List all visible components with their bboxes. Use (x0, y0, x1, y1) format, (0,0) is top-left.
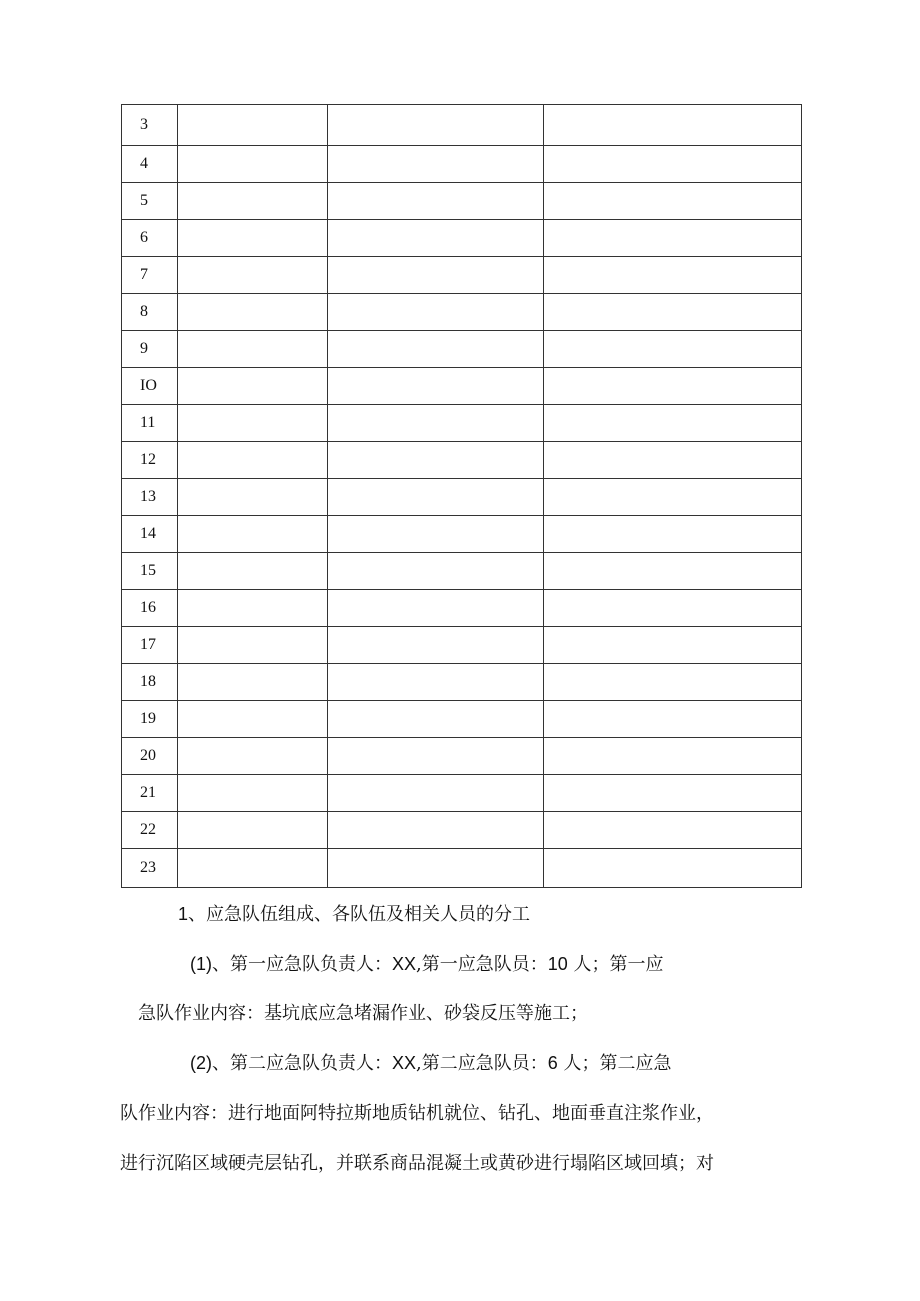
table-row (122, 553, 802, 590)
empty-cell (544, 368, 802, 405)
empty-cell (178, 368, 328, 405)
team1-paragraph-line1 (190, 952, 664, 977)
team2-text-c: 人；第二应急 (557, 1053, 672, 1074)
empty-cell (544, 220, 802, 257)
empty-cell (544, 442, 802, 479)
row-number-cell: 23 (122, 849, 178, 888)
empty-cell (178, 849, 328, 888)
empty-cell (544, 294, 802, 331)
table-row (122, 183, 802, 220)
row-number-cell: 19 (122, 701, 178, 738)
team1-text-c: 人；第一应 (567, 954, 664, 975)
team1-paragraph-line2: 急队作业内容：基坑底应急堵漏作业、砂袋反压等施工； (138, 1003, 588, 1024)
empty-cell (178, 701, 328, 738)
team2-paragraph-line1 (190, 1051, 672, 1076)
empty-cell (328, 146, 544, 183)
empty-cell (178, 664, 328, 701)
empty-cell (328, 516, 544, 553)
empty-cell (328, 405, 544, 442)
empty-cell (178, 105, 328, 146)
team2-text-b: ,第二应急队员： (416, 1053, 548, 1074)
table-row (122, 294, 802, 331)
empty-cell (544, 664, 802, 701)
table-row (122, 516, 802, 553)
row-number-cell: 7 (122, 257, 178, 294)
empty-cell (178, 738, 328, 775)
table-row (122, 775, 802, 812)
table-row (122, 701, 802, 738)
empty-cell (328, 331, 544, 368)
row-number-cell: 20 (122, 738, 178, 775)
team2-paragraph-line2: 队作业内容：进行地面阿特拉斯地质钻机就位、钻孔、地面垂直注浆作业， (120, 1103, 714, 1124)
empty-cell (328, 590, 544, 627)
empty-cell (178, 294, 328, 331)
row-number-cell: 15 (122, 553, 178, 590)
row-number-cell: 4 (122, 146, 178, 183)
empty-cell (178, 590, 328, 627)
team1-member-count: 10 (547, 954, 568, 974)
row-number-cell: 16 (122, 590, 178, 627)
empty-cell (178, 516, 328, 553)
row-number-cell: IO (122, 368, 178, 405)
empty-cell (178, 146, 328, 183)
row-number-cell: 17 (122, 627, 178, 664)
section-heading (178, 902, 530, 927)
empty-cell (178, 257, 328, 294)
table-row (122, 257, 802, 294)
team2-index: (2) (190, 1053, 212, 1073)
empty-cell (328, 701, 544, 738)
team1-text-b: ,第一应急队员： (416, 954, 548, 975)
row-number-cell: 18 (122, 664, 178, 701)
row-number-cell: 9 (122, 331, 178, 368)
empty-cell (544, 479, 802, 516)
empty-cell (544, 257, 802, 294)
empty-cell (328, 849, 544, 888)
empty-cell (328, 368, 544, 405)
empty-cell (328, 627, 544, 664)
team2-text-a: 、第二应急队负责人： (212, 1053, 392, 1074)
row-number-cell: 3 (122, 105, 178, 146)
empty-cell (544, 812, 802, 849)
empty-cell (178, 553, 328, 590)
personnel-table-body (122, 105, 802, 888)
team2-member-count: 6 (547, 1053, 558, 1073)
empty-cell (178, 405, 328, 442)
table-row (122, 442, 802, 479)
row-number-cell: 5 (122, 183, 178, 220)
empty-cell (328, 257, 544, 294)
empty-cell (178, 775, 328, 812)
section-heading-text: 、应急队伍组成、各队伍及相关人员的分工 (188, 904, 531, 925)
empty-cell (178, 331, 328, 368)
empty-cell (544, 516, 802, 553)
personnel-table (121, 104, 802, 888)
empty-cell (328, 738, 544, 775)
table-row (122, 479, 802, 516)
row-number-cell: 8 (122, 294, 178, 331)
team1-text-a: 、第一应急队负责人： (212, 954, 392, 975)
empty-cell (544, 105, 802, 146)
table-row (122, 331, 802, 368)
empty-cell (544, 146, 802, 183)
table-row (122, 405, 802, 442)
empty-cell (178, 627, 328, 664)
empty-cell (328, 294, 544, 331)
table-row (122, 738, 802, 775)
empty-cell (328, 553, 544, 590)
table-row (122, 146, 802, 183)
empty-cell (178, 812, 328, 849)
empty-cell (178, 479, 328, 516)
table-row (122, 664, 802, 701)
empty-cell (544, 405, 802, 442)
table-row (122, 220, 802, 257)
empty-cell (178, 183, 328, 220)
row-number-cell: 6 (122, 220, 178, 257)
empty-cell (328, 479, 544, 516)
team2-paragraph-line3: 进行沉陷区域硬壳层钻孔，并联系商品混凝土或黄砂进行塌陷区域回填；对 (120, 1153, 714, 1174)
table-row (122, 368, 802, 405)
empty-cell (544, 183, 802, 220)
team1-leader-name: XX (392, 954, 417, 974)
empty-cell (328, 812, 544, 849)
empty-cell (178, 442, 328, 479)
empty-cell (328, 183, 544, 220)
empty-cell (544, 590, 802, 627)
empty-cell (544, 627, 802, 664)
table-row (122, 849, 802, 888)
empty-cell (328, 442, 544, 479)
team2-leader-name: XX (392, 1053, 417, 1073)
row-number-cell: 13 (122, 479, 178, 516)
row-number-cell: 11 (122, 405, 178, 442)
table-row (122, 590, 802, 627)
empty-cell (328, 105, 544, 146)
table-row (122, 627, 802, 664)
row-number-cell: 14 (122, 516, 178, 553)
team1-index: (1) (190, 954, 212, 974)
empty-cell (544, 738, 802, 775)
empty-cell (544, 331, 802, 368)
empty-cell (178, 220, 328, 257)
empty-cell (328, 220, 544, 257)
row-number-cell: 21 (122, 775, 178, 812)
table-row (122, 105, 802, 146)
empty-cell (328, 664, 544, 701)
empty-cell (544, 553, 802, 590)
empty-cell (328, 775, 544, 812)
empty-cell (544, 775, 802, 812)
empty-cell (544, 849, 802, 888)
empty-cell (544, 701, 802, 738)
row-number-cell: 12 (122, 442, 178, 479)
table-row (122, 812, 802, 849)
row-number-cell: 22 (122, 812, 178, 849)
section-heading-number: 1 (178, 904, 189, 924)
